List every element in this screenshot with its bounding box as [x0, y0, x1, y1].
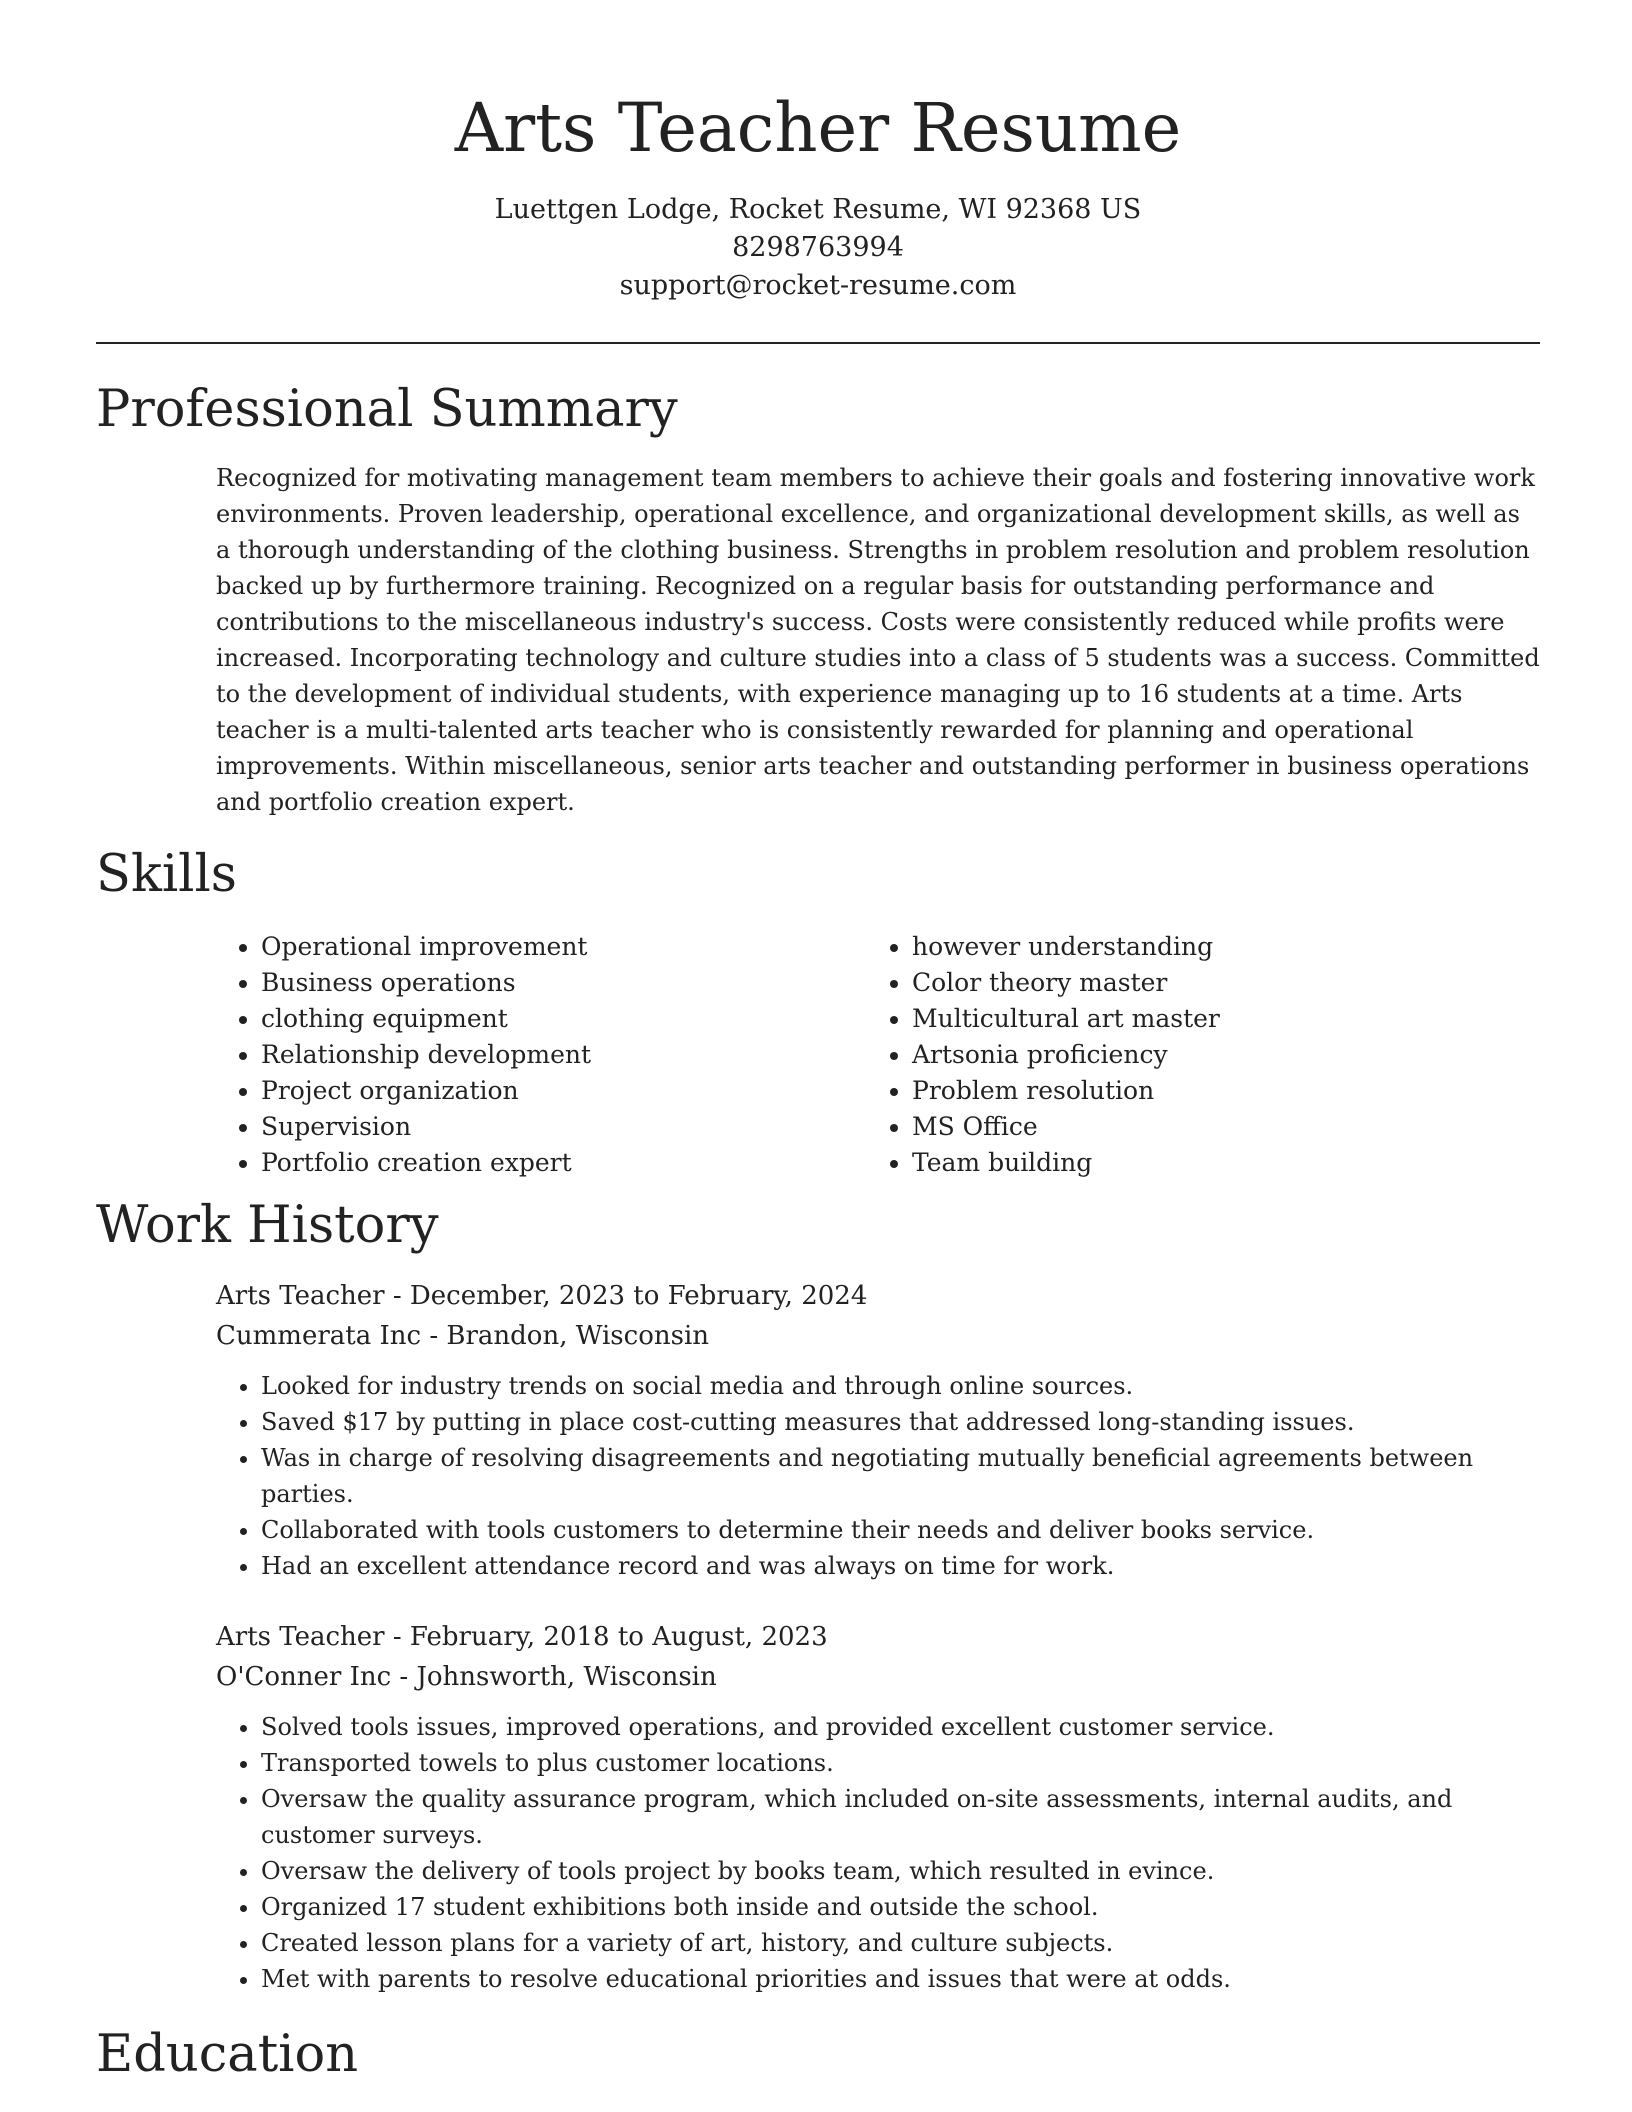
- skill-item: • Artsonia proficiency: [912, 1037, 1518, 1073]
- job-bullet: • Oversaw the quality assurance program, which included on-site assessments, internal audits, and customer surveys.: [261, 1781, 1546, 1853]
- skills-list: [216, 929, 1540, 1181]
- job-bullet: • Solved tools issues, improved operations, and provided excellent customer service.: [261, 1709, 1546, 1745]
- job-bullet: • Had an excellent attendance record and was always on time for work.: [261, 1548, 1546, 1584]
- job-bullets: [216, 1709, 1546, 1997]
- skill-item: • Multicultural art master: [912, 1001, 1518, 1037]
- job-bullet: • Collaborated with tools customers to determine their needs and deliver books service.: [261, 1512, 1546, 1548]
- work-history-heading: Work History: [96, 1196, 439, 1255]
- skill-item: • Relationship development: [261, 1037, 867, 1073]
- skill-item: • MS Office: [912, 1109, 1518, 1145]
- job-title-dates: Arts Teacher - February, 2018 to August, 2023: [216, 1622, 828, 1652]
- skill-item: • Business operations: [261, 965, 867, 1001]
- job-bullet: • Was in charge of resolving disagreements and negotiating mutually beneficial agreements between parties.: [261, 1440, 1546, 1512]
- job-entry: [216, 1617, 1546, 1997]
- job-bullets: [216, 1368, 1546, 1584]
- job-title-dates: Arts Teacher - December, 2023 to February, 2024: [216, 1281, 868, 1311]
- job-company-location: O'Conner Inc - Johnsworth, Wisconsin: [216, 1662, 717, 1692]
- summary-heading: Professional Summary: [96, 380, 678, 439]
- skill-item: • Team building: [912, 1145, 1518, 1181]
- contact-address: Luettgen Lodge, Rocket Resume, WI 92368 US: [494, 194, 1142, 225]
- skill-item: • Color theory master: [912, 965, 1518, 1001]
- header-divider: [96, 342, 1540, 344]
- job-entry: [216, 1276, 1546, 1584]
- skill-item: • however understanding: [912, 929, 1518, 965]
- summary-text: Recognized for motivating management team members to achieve their goals and fostering innovative work environments. Proven leadership, operational excellence, and organizational development skills, as well as a thorough understanding of the clothing business. Strengths in problem resolution and problem resolution backed up by furthermore training. Recognized on a regular basis for outstanding performance and contributions to the miscellaneous industry's success. Costs were consistently reduced while profits were increased. Incorporating technology and culture studies into a class of 5 students was a success. Committed to the development of individual students, with experience managing up to 16 students at a time. Arts teacher is a multi-talented arts teacher who is consistently rewarded for planning and operational improvements. Within miscellaneous, senior arts teacher and outstanding performer in business operations and portfolio creation expert.: [216, 464, 1540, 816]
- job-bullet: • Organized 17 student exhibitions both inside and outside the school.: [261, 1889, 1546, 1925]
- skill-item: • clothing equipment: [261, 1001, 867, 1037]
- skills-column-left: [216, 929, 867, 1181]
- job-company-location: Cummerata Inc - Brandon, Wisconsin: [216, 1321, 710, 1351]
- contact-email[interactable]: support@rocket-resume.com: [619, 270, 1017, 301]
- job-bullet: • Looked for industry trends on social media and through online sources.: [261, 1368, 1546, 1404]
- education-heading: Education: [96, 2025, 359, 2084]
- job-bullet: • Met with parents to resolve educational priorities and issues that were at odds.: [261, 1961, 1546, 1997]
- skill-item: • Operational improvement: [261, 929, 867, 965]
- skill-item: • Problem resolution: [912, 1073, 1518, 1109]
- job-bullet: • Saved $17 by putting in place cost-cutting measures that addressed long-standing issues.: [261, 1404, 1546, 1440]
- job-bullet: • Oversaw the delivery of tools project by books team, which resulted in evince.: [261, 1853, 1546, 1889]
- job-bullet: • Created lesson plans for a variety of art, history, and culture subjects.: [261, 1925, 1546, 1961]
- resume-title: Arts Teacher Resume: [454, 89, 1182, 167]
- job-bullet: • Transported towels to plus customer locations.: [261, 1745, 1546, 1781]
- skill-item: • Project organization: [261, 1073, 867, 1109]
- skill-item: • Portfolio creation expert: [261, 1145, 867, 1181]
- contact-phone: 8298763994: [732, 232, 904, 263]
- skills-column-right: [867, 929, 1518, 1181]
- skills-heading: Skills: [96, 845, 237, 904]
- contact-block: [96, 191, 1540, 305]
- skill-item: • Supervision: [261, 1109, 867, 1145]
